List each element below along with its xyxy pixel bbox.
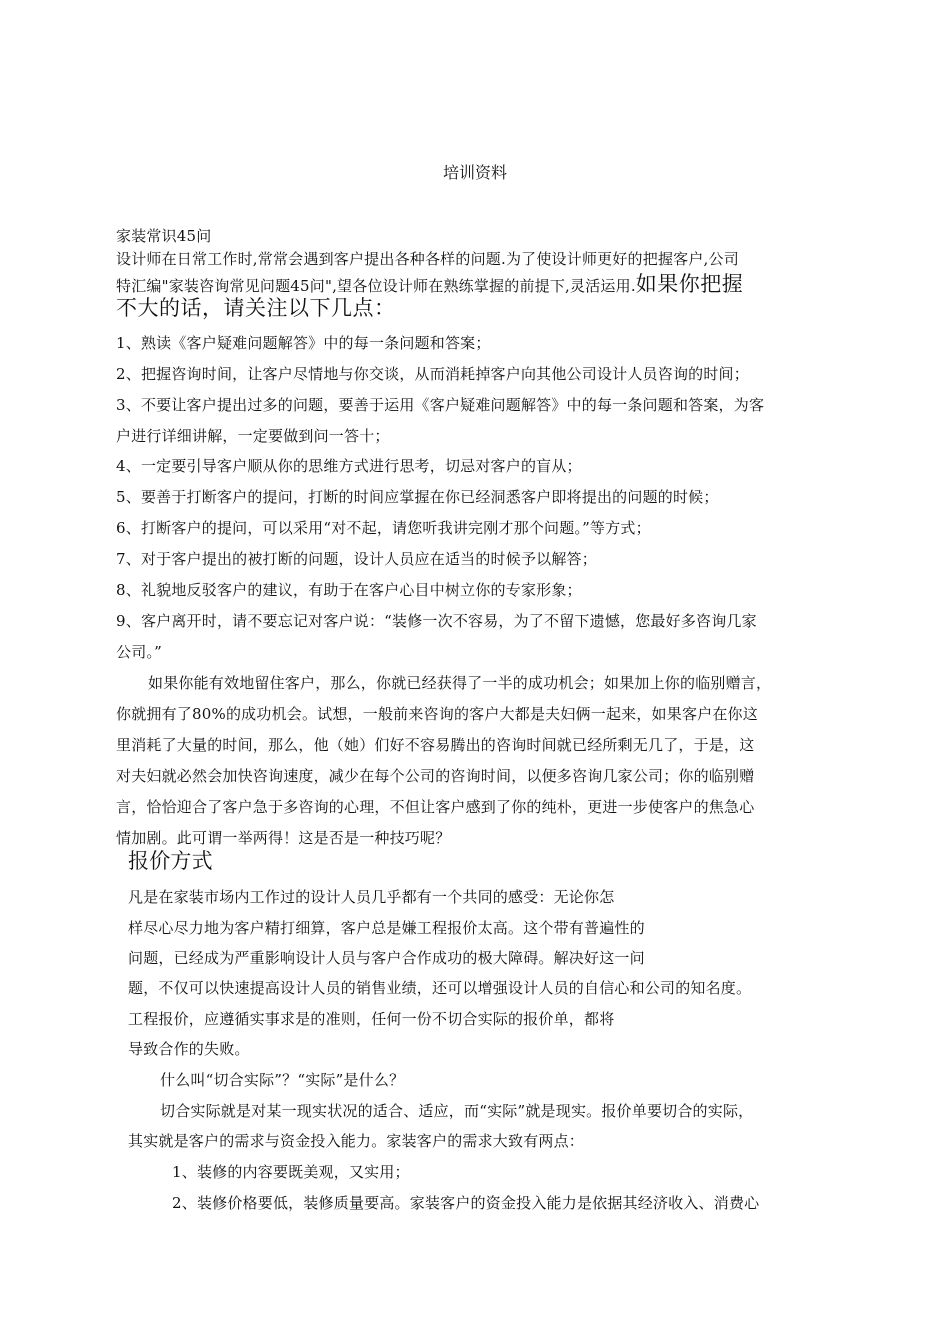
point-2: 2、把握咨询时间，让客户尽情地与你交谈，从而消耗掉客户向其他公司设计人员咨询的时间；: [116, 365, 749, 383]
para2-line-4: 题，不仅可以快速提高设计人员的销售业绩，还可以增强设计人员的自信心和公司的知名度。: [128, 979, 752, 997]
para3-line-2: 其实就是客户的需求与资金投入能力。家装客户的需求大致有两点：: [128, 1132, 585, 1150]
section-heading-pricing: 报价方式: [128, 849, 213, 873]
point-5: 5、要善于打断客户的提问，打断的时间应掌握在你已经洞悉客户即将提出的问题的时候；: [116, 488, 719, 506]
point-6: 6、打断客户的提问，可以采用“对不起，请您听我讲完刚才那个问题。”等方式；: [116, 519, 651, 537]
point-3b: 户进行详细讲解，一定要做到问一答十；: [116, 427, 390, 445]
point-7: 7、对于客户提出的被打断的问题，设计人员应在适当的时候予以解答；: [116, 550, 597, 568]
point-4: 4、一定要引导客户顺从你的思维方式进行思考，切忌对客户的盲从；: [116, 457, 582, 475]
para2-line-6: 导致合作的失败。: [128, 1040, 250, 1058]
intro-line-2-text: 特汇编"家装咨询常见问题45问",望各位设计师在熟练掌握的前提下,灵活运用.: [116, 277, 636, 295]
intro-big-line: 不大的话，请关注以下几点：: [116, 296, 396, 320]
point-9b: 公司。”: [116, 643, 162, 661]
para1-line-5: 言，恰恰迎合了客户急于多咨询的心理，不但让客户感到了你的纯朴，更进一步使客户的焦急心: [116, 798, 755, 816]
point-9a: 9、客户离开时，请不要忘记对客户说：“装修一次不容易，为了不留下遗憾，您最好多咨询几家: [116, 612, 757, 630]
para1-line-2: 你就拥有了80%的成功机会。试想，一般前来咨询的客户大都是夫妇俩一起来，如果客户在你这: [116, 705, 758, 723]
para1-line-1: 如果你能有效地留住客户，那么，你就已经获得了一半的成功机会；如果加上你的临别赠言，: [148, 674, 772, 692]
list2-item-2: 2、装修价格要低，装修质量要高。家装客户的资金投入能力是依据其经济收入、消费心: [172, 1194, 760, 1212]
point-8: 8、礼貌地反驳客户的建议，有助于在客户心目中树立你的专家形象；: [116, 581, 582, 599]
para1-line-4: 对夫妇就必然会加快咨询速度，减少在每个公司的咨询时间，以便多咨询几家公司；你的临别赠: [116, 767, 755, 785]
question-line: 什么叫“切合实际”？“实际”是什么？: [160, 1071, 405, 1089]
para2-line-2: 样尽心尽力地为客户精打细算，客户总是嫌工程报价太高。这个带有普遍性的: [128, 919, 645, 937]
point-1: 1、熟读《客户疑难问题解答》中的每一条问题和答案；: [116, 334, 491, 352]
point-3a: 3、不要让客户提出过多的问题，要善于运用《客户疑难问题解答》中的每一条问题和答案，为客: [116, 396, 765, 414]
para1-line-3: 里消耗了大量的时间，那么，他（她）们好不容易腾出的咨询时间就已经所剩无几了，于是，这: [116, 736, 755, 754]
intro-line-2: [116, 274, 743, 296]
para1-line-6: 情加剧。此可谓一举两得！这是否是一种技巧呢？: [116, 829, 451, 847]
subtitle: 家装常识45问: [116, 227, 212, 245]
para3-line-1: 切合实际就是对某一现实状况的适合、适应，而“实际”就是现实。报价单要切合的实际，: [160, 1102, 754, 1120]
para2-line-5: 工程报价，应遵循实事求是的准则，任何一份不切合实际的报价单，都将: [128, 1010, 615, 1028]
list2-item-1: 1、装修的内容要既美观，又实用；: [172, 1163, 410, 1181]
para2-line-1: 凡是在家装市场内工作过的设计人员几乎都有一个共同的感受：无论你怎: [128, 888, 615, 906]
intro-big-tail: 如果你把握: [635, 272, 744, 296]
intro-line-1: 设计师在日常工作时,常常会遇到客户提出各种各样的问题.为了使设计师更好的把握客户,公司: [116, 250, 739, 268]
para2-line-3: 问题，已经成为严重影响设计人员与客户合作成功的极大障碍。解决好这一问: [128, 949, 645, 967]
page-title: 培训资料: [442, 163, 507, 182]
